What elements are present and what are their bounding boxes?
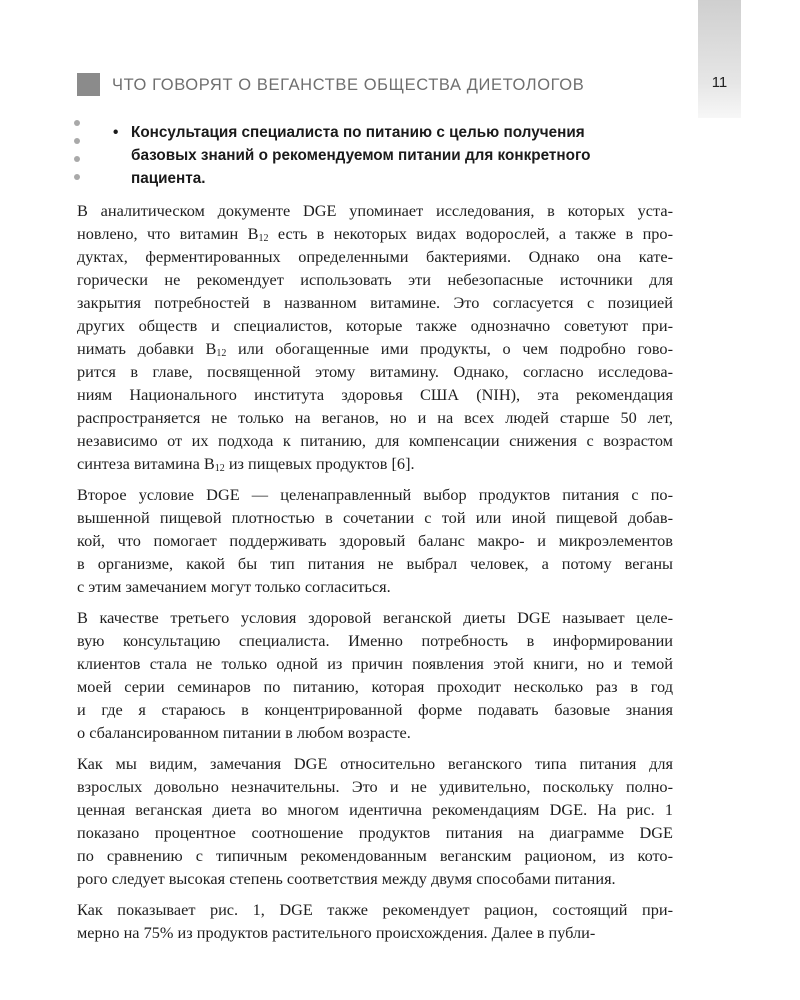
text-line: в организме, какой бы тип питания не выбрал человек, а потому веганы (77, 554, 673, 573)
subscript: 12 (214, 463, 225, 474)
text-line: распространяется не только на веганов, но и на всех людей старше 50 лет, (77, 408, 673, 427)
paragraph (77, 606, 673, 744)
text-line: клиентов стала не только одной из причин появления этой книги, но и темой (77, 654, 673, 673)
paragraph (77, 898, 673, 944)
bullet-list-item (113, 121, 673, 190)
paragraph (77, 199, 673, 475)
decorative-dots (74, 120, 84, 192)
text-line: Как показывает рис. 1, DGE также рекомендует рацион, состоящий при- (77, 900, 673, 919)
text-line: ниям Национального института здоровья США (NIH), эта рекомендация (77, 385, 673, 404)
text-line: взрослых довольно незначительны. Это и не удивительно, поскольку полно- (77, 777, 673, 796)
text-line: кой, что помогает поддерживать здоровый баланс макро- и микроэлементов (77, 531, 673, 550)
body-text (77, 199, 673, 952)
text-line: моей серии семинаров по питанию, которая проходит несколько раз в год (77, 677, 673, 696)
text-line: закрытия потребностей в названном витамине. Это согласуется с позицией (77, 293, 673, 312)
dot (74, 174, 80, 180)
text-line: независимо от их подхода к питанию, для компенсации снижения с возрастом (77, 431, 673, 450)
text-line: рится в главе, посвященной этому витамину. Однако, согласно исследова- (77, 362, 673, 381)
text-line: нимать добавки $B_{12}$ или обогащенные ими продукты, о чем подробно гово- (77, 339, 673, 359)
text-line: В аналитическом документе DGE упоминает исследования, в которых уста- (77, 201, 673, 220)
subscript: 12 (216, 348, 227, 359)
dot (74, 156, 80, 162)
dot (74, 120, 80, 126)
chapter-header-title: ЧТО ГОВОРЯТ О ВЕГАНСТВЕ ОБЩЕСТВА ДИЕТОЛОГОВ (112, 76, 585, 94)
page-number: 11 (711, 74, 728, 91)
text-line: с этим замечанием могут только согласиться. (77, 577, 391, 596)
text-line: новлено, что витамин $B_{12}$ есть в некоторых видах водорослей, а также в про- (77, 224, 673, 244)
text-line: рого следует высокая степень соответствия между двумя способами питания. (77, 869, 616, 888)
paragraph (77, 483, 673, 598)
text-line: Как мы видим, замечания DGE относительно веганского типа питания для (77, 754, 673, 773)
text-line: показано процентное соотношение продуктов питания на диаграмме DGE (77, 823, 673, 842)
text-line: ценная веганская диета во многом идентична рекомендациям DGE. На рис. 1 (77, 800, 673, 819)
text-line: вышенной пищевой плотностью в сочетании с той или иной пищевой добав- (77, 508, 673, 527)
text-line: по сравнению с типичным рекомендованным веганским рационом, из кото- (77, 846, 673, 865)
text-line: В качестве третьего условия здоровой веганской диеты DGE называет целе- (77, 608, 673, 627)
text-line: других обществ и специалистов, которые также однозначно советуют при- (77, 316, 673, 335)
text-line: вую консультацию специалиста. Именно потребность в информировании (77, 631, 673, 650)
text-line: о сбалансированном питании в любом возрасте. (77, 723, 411, 742)
paragraph (77, 752, 673, 890)
bullet-line: Консультация специалиста по питанию с целью получения (131, 124, 585, 141)
text-line: горически не рекомендует использовать эти небезопасные источники для (77, 270, 673, 289)
text-line: синтеза витамина $B_{12}$ из пищевых продуктов [6]. (77, 454, 415, 474)
text-line: мерно на 75% из продуктов растительного происхождения. Далее в публи- (77, 923, 596, 942)
text-line: дуктах, ферментированных определенными бактериями. Однако она кате- (77, 247, 673, 266)
header-square-marker (77, 73, 100, 96)
bullet-line: пациента. (131, 170, 206, 187)
dot (74, 138, 80, 144)
bullet-marker: • (113, 124, 119, 141)
text-line: и где я стараюсь в концентрированной форме подавать базовые знания (77, 700, 673, 719)
page-edge-tab (698, 0, 741, 118)
text-line: Второе условие DGE — целенаправленный выбор продуктов питания с по- (77, 485, 673, 504)
bullet-line: базовых знаний о рекомендуемом питании для конкретного (131, 147, 591, 164)
subscript: 12 (258, 233, 269, 244)
